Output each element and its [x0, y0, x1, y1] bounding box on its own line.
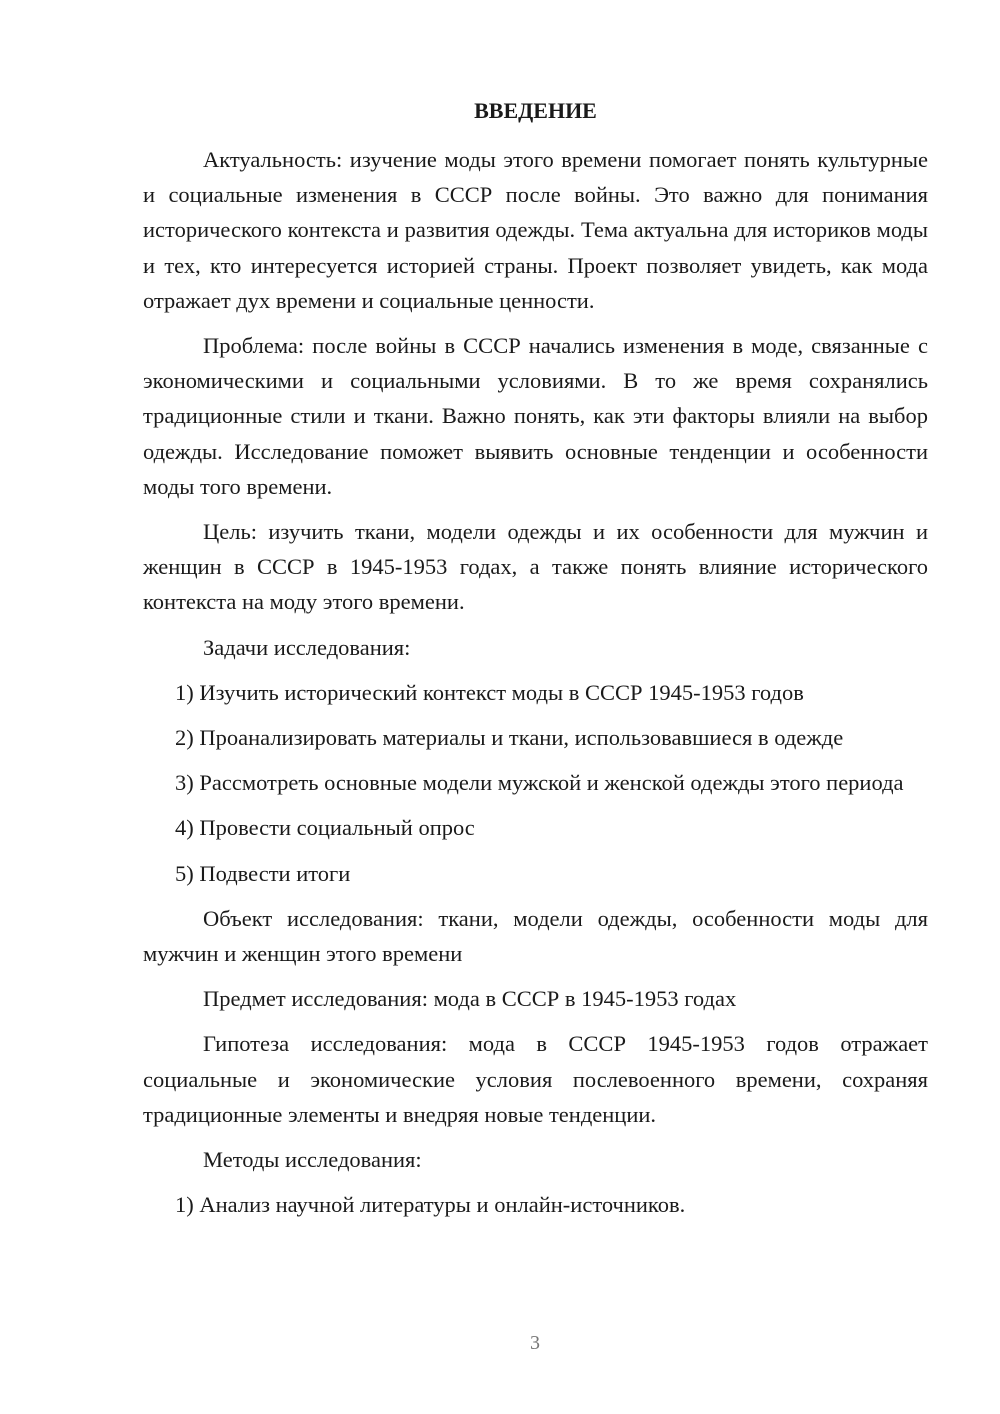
paragraph-problem: Проблема: после войны в СССР начались изменения в моде, связанные с экономическими и социальными условиями. В то же время сохранялись традиционные стили и ткани. Важно понять, как эти факторы влияли на выбор одежды. Исследование поможет выявить основные тенденции и особенности моды того времени.	[143, 333, 928, 499]
page-number: 3	[530, 1332, 540, 1354]
task-item: 2) Проанализировать материалы и ткани, использовавшиеся в одежде	[175, 725, 844, 751]
paragraph-object: Объект исследования: ткани, модели одежды, особенности моды для мужчин и женщин этого времени	[143, 905, 928, 967]
tasks-heading: Задачи исследования:	[203, 634, 411, 660]
paragraph-relevance: Актуальность: изучение моды этого времени помогает понять культурные и социальные изменения в СССР после войны. Это важно для понимания исторического контекста и развития одежды. Тема актуальна для историков моды и тех, кто интересуется историей страны. Проект позволяет увидеть, как мода отражает дух времени и социальные ценности.	[143, 147, 928, 313]
paragraph-hypothesis: Гипотеза исследования: мода в СССР 1945-1953 годов отражает социальные и экономические условия послевоенного времени, сохраняя традиционные элементы и внедряя новые тенденции.	[143, 1031, 928, 1127]
task-item: 3) Рассмотреть основные модели мужской и женской одежды этого периода	[175, 770, 904, 796]
paragraph-subject: Предмет исследования: мода в СССР в 1945-1953 годах	[203, 986, 737, 1012]
methods-heading: Методы исследования:	[203, 1147, 422, 1173]
page-title: ВВЕДЕНИЕ	[474, 98, 597, 123]
task-item: 4) Провести социальный опрос	[175, 815, 475, 841]
task-item: 5) Подвести итоги	[175, 860, 351, 886]
paragraph-goal: Цель: изучить ткани, модели одежды и их особенности для мужчин и женщин в СССР в 1945-1953 годах, а также понять влияние исторического контекста на моду этого времени.	[143, 519, 928, 615]
task-item: 1) Изучить исторический контекст моды в СССР 1945-1953 годов	[175, 679, 804, 705]
document-body	[143, 142, 928, 1232]
method-item: 1) Анализ научной литературы и онлайн-источников.	[175, 1192, 686, 1218]
